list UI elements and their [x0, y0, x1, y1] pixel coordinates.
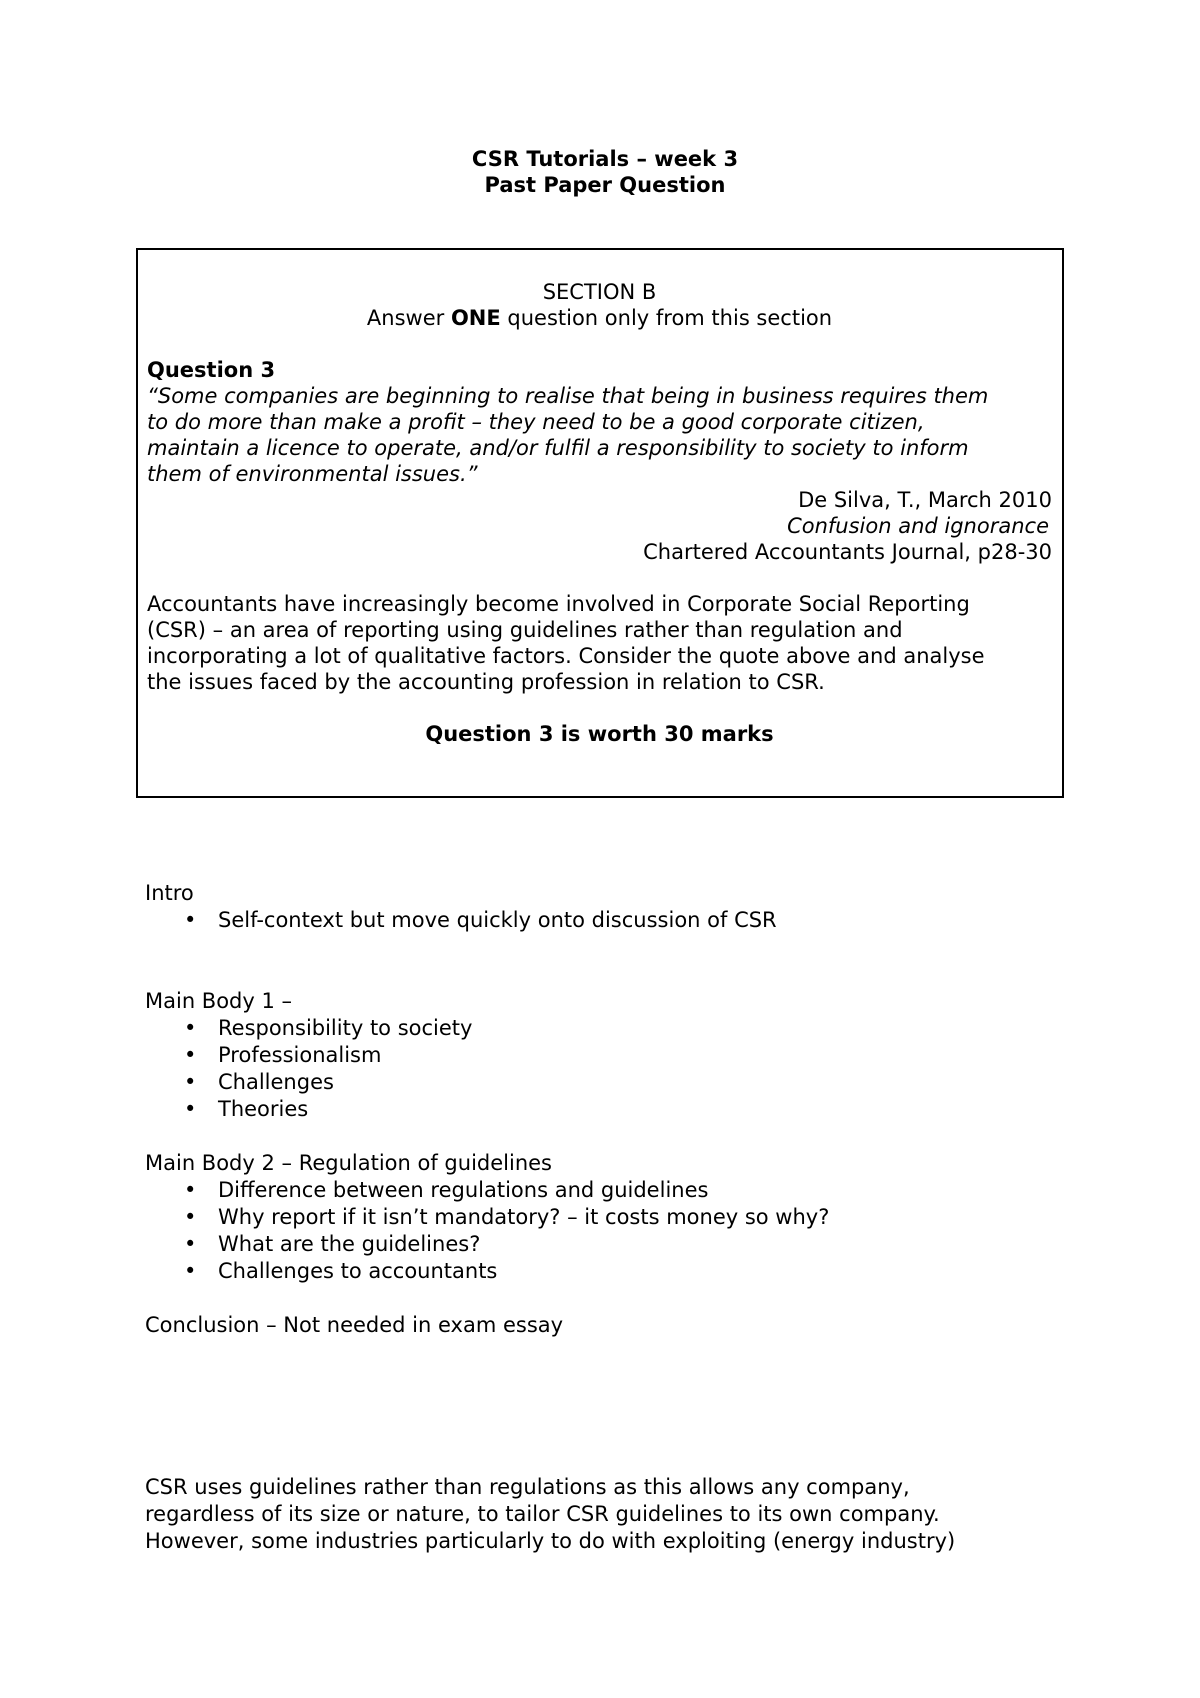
essay-paragraph	[145, 1474, 1095, 1555]
bullet-icon: •	[184, 1016, 197, 1040]
main-body-2-heading: Main Body 2 – Regulation of guidelines	[145, 1151, 552, 1175]
essay-line: CSR uses guidelines rather than regulations as this allows any company,	[145, 1475, 910, 1499]
quote-line: to do more than make a profit – they need to be a good corporate citizen,	[147, 410, 925, 434]
citation-source: Chartered Accountants Journal, p28-30	[643, 540, 1052, 564]
list-item	[145, 1231, 1095, 1258]
section-title: SECTION B	[542, 280, 657, 304]
list-item	[145, 907, 1095, 934]
body-line: Accountants have increasingly become involved in Corporate Social Reporting	[147, 592, 970, 616]
instruction-emphasis: ONE	[450, 306, 501, 330]
list-item-text: Self-context but move quickly onto discussion of CSR	[218, 908, 777, 932]
document-title: CSR Tutorials – week 3	[471, 147, 739, 171]
essay-line: regardless of its size or nature, to tailor CSR guidelines to its own company.	[145, 1502, 940, 1526]
list-item-text: What are the guidelines?	[218, 1232, 481, 1256]
list-item-text: Why report if it isn’t mandatory? – it costs money so why?	[218, 1205, 830, 1229]
instruction-prefix: Answer	[366, 306, 451, 330]
body-line: the issues faced by the accounting profession in relation to CSR.	[147, 670, 825, 694]
body-line: incorporating a lot of qualitative factors. Consider the quote above and analyse	[147, 644, 985, 668]
list-item	[145, 1015, 1095, 1042]
document-subtitle: Past Paper Question	[484, 173, 726, 197]
list-item	[145, 1096, 1095, 1123]
list-item-text: Responsibility to society	[218, 1016, 473, 1040]
list-item-text: Professionalism	[218, 1043, 382, 1067]
bullet-icon: •	[184, 1259, 197, 1283]
list-item-text: Theories	[218, 1097, 309, 1121]
intro-list	[145, 907, 1095, 934]
list-item	[145, 1069, 1095, 1096]
essay-plan	[145, 880, 1095, 1339]
bullet-icon: •	[184, 1178, 197, 1202]
citation-author: De Silva, T., March 2010	[798, 488, 1052, 512]
bullet-icon: •	[184, 1070, 197, 1094]
list-item-text: Challenges	[218, 1070, 334, 1094]
question-box	[136, 248, 1064, 798]
main-body-1-heading: Main Body 1 –	[145, 989, 293, 1013]
list-item-text: Difference between regulations and guidelines	[218, 1178, 709, 1202]
document-header	[0, 146, 1200, 198]
list-item	[145, 1258, 1095, 1285]
bullet-icon: •	[184, 1097, 197, 1121]
citation-title: Confusion and ignorance	[787, 514, 1049, 538]
instruction-suffix: question only from this section	[500, 306, 833, 330]
body-line: (CSR) – an area of reporting using guidelines rather than regulation and	[147, 618, 903, 642]
bullet-icon: •	[184, 1043, 197, 1067]
list-item	[145, 1204, 1095, 1231]
quote-line: maintain a licence to operate, and/or fulfil a responsibility to society to inform	[147, 436, 969, 460]
bullet-icon: •	[184, 1205, 197, 1229]
bullet-icon: •	[184, 908, 197, 932]
essay-line: However, some industries particularly to do with exploiting (energy industry)	[145, 1529, 956, 1553]
intro-heading: Intro	[145, 881, 194, 905]
bullet-icon: •	[184, 1232, 197, 1256]
list-item	[145, 1042, 1095, 1069]
quote-line: them of environmental issues.”	[147, 462, 478, 486]
quote-line: “Some companies are beginning to realise that being in business requires them	[147, 384, 989, 408]
main-body-1-list	[145, 1015, 1095, 1123]
question-body	[147, 591, 1052, 695]
list-item	[145, 1177, 1095, 1204]
conclusion-line: Conclusion – Not needed in exam essay	[145, 1313, 564, 1337]
section-instruction	[147, 305, 1052, 331]
question-marks: Question 3 is worth 30 marks	[425, 722, 774, 746]
question-heading: Question 3	[147, 358, 276, 382]
list-item-text: Challenges to accountants	[218, 1259, 498, 1283]
main-body-2-list	[145, 1177, 1095, 1285]
